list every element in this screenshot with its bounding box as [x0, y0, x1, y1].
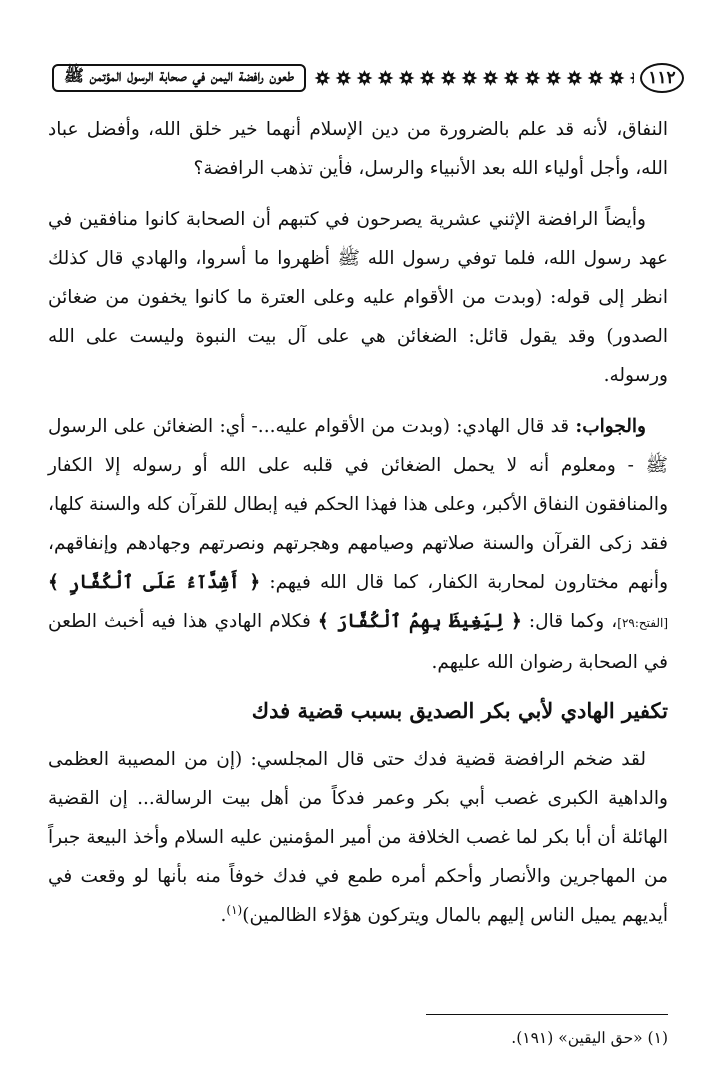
star-ornament-icon — [587, 70, 603, 86]
footnote-marker[interactable]: (١) — [226, 902, 243, 917]
star-ornament-icon — [482, 70, 498, 86]
paragraph-4-end: . — [220, 905, 227, 926]
paragraph-1: النفاق، لأنه قد علم بالضرورة من دين الإسلام أنهما خير خلق الله، وأفضل عباد الله، وأجل أولياء الله بعد الأنبياء والرسل، فأين تذهب الرافضة؟ — [48, 119, 668, 179]
star-ornament-icon — [461, 70, 477, 86]
star-ornament-icon-row — [312, 65, 634, 91]
running-title: طعون رافضة اليمن في صحابة الرسول المؤتمن ﷺ — [52, 64, 306, 92]
paragraph-3-text-1: قد قال الهادي: (وبدت من الأقوام عليه...- أي: الضغائن على الرسول ﷺ - ومعلوم أنه لا يحمل الضغائن في قلبه على الله أو رسوله إلا الكفار والمنافقون النفاق الأكبر، وعلى هذا فهذا الحكم فيه إبطال للقرآن كله والسنة كلها، فقد زكى القرآن والسنة صلاتهم وصيامهم وهجرتهم ونصرتهم وجهادهم وإنفاقهم، وأنهم مختارون لمحاربة الكفار، كما قال الله فيهم: — [48, 416, 668, 593]
paragraph-3-text-3: فكلام الهادي هذا فيه أخبث الطعن في الصحابة رضوان الله عليهم. — [48, 611, 668, 673]
star-ornament-icon — [440, 70, 456, 86]
quran-verse-2: ﴿ لِيَغِيظَ بِهِمُ ٱلْكُفَّارَ ﴾ — [317, 611, 522, 632]
paragraph-3 — [48, 407, 668, 682]
star-ornament-icon — [545, 70, 561, 86]
section-heading: تكفير الهادي لأبي بكر الصديق بسبب قضية فدك — [251, 698, 668, 723]
paragraph-4 — [48, 740, 668, 935]
star-ornament-icon — [335, 70, 351, 86]
running-header — [52, 60, 684, 96]
footnote-divider — [426, 1014, 668, 1015]
star-ornament-icon — [566, 70, 582, 86]
quran-verse-1: ﴿ أَشِدَّآءُ عَلَى ٱلْكُفَّارِ ﴾ — [48, 572, 261, 593]
page-number: ١١٢ — [640, 63, 684, 93]
star-ornament-icon — [398, 70, 414, 86]
star-ornament-icon — [503, 70, 519, 86]
paragraph-4-text: لقد ضخم الرافضة قضية فدك حتى قال المجلسي: (إن من المصيبة العظمى والداهية الكبرى غصب أبي بكر وعمر فدكاً من أهل بيت الرسالة... إن القضية الهائلة أن أبا بكر لما غصب الخلافة من أمير المؤمنين عليه السلام وأخذ البيعة جبراً من المهاجرين والأنصار وأحكم أمره طمع في فدك خوفاً منه بأنها لو وقعت في أيديهم يميل الناس إليهم بالمال ويتركون هؤلاء الظالمين) — [48, 749, 668, 926]
footnote: (١) «حق اليقين» (١٩١). — [511, 1029, 668, 1047]
paragraph-3-text-2: ، وكما قال: — [521, 611, 618, 632]
header-ornament-band — [312, 65, 634, 91]
star-ornament-icon — [356, 70, 372, 86]
quran-citation-1: [الفتح:٢٩] — [617, 616, 669, 630]
star-ornament-icon — [524, 70, 540, 86]
star-ornament-icon — [608, 70, 624, 86]
star-ornament-icon — [419, 70, 435, 86]
paragraph-2: وأيضاً الرافضة الإثني عشرية يصرحون في كتبهم أن الصحابة كانوا منافقين في عهد رسول الله، فلما توفي رسول الله ﷺ أظهروا ما أسروا، والهادي قال كذلك انظر إلى قوله: (وبدت من الأقوام عليه وعلى العترة ما كانوا يخفون من ضغائن الصدور) وقد يقول قائل: الضغائن هي على آل بيت النبوة وليست على الله ورسوله. — [48, 209, 668, 386]
star-ornament-icon — [314, 70, 330, 86]
answer-lead: والجواب: — [575, 416, 646, 437]
main-text — [48, 110, 668, 947]
star-ornament-icon — [629, 70, 634, 86]
star-ornament-icon — [377, 70, 393, 86]
